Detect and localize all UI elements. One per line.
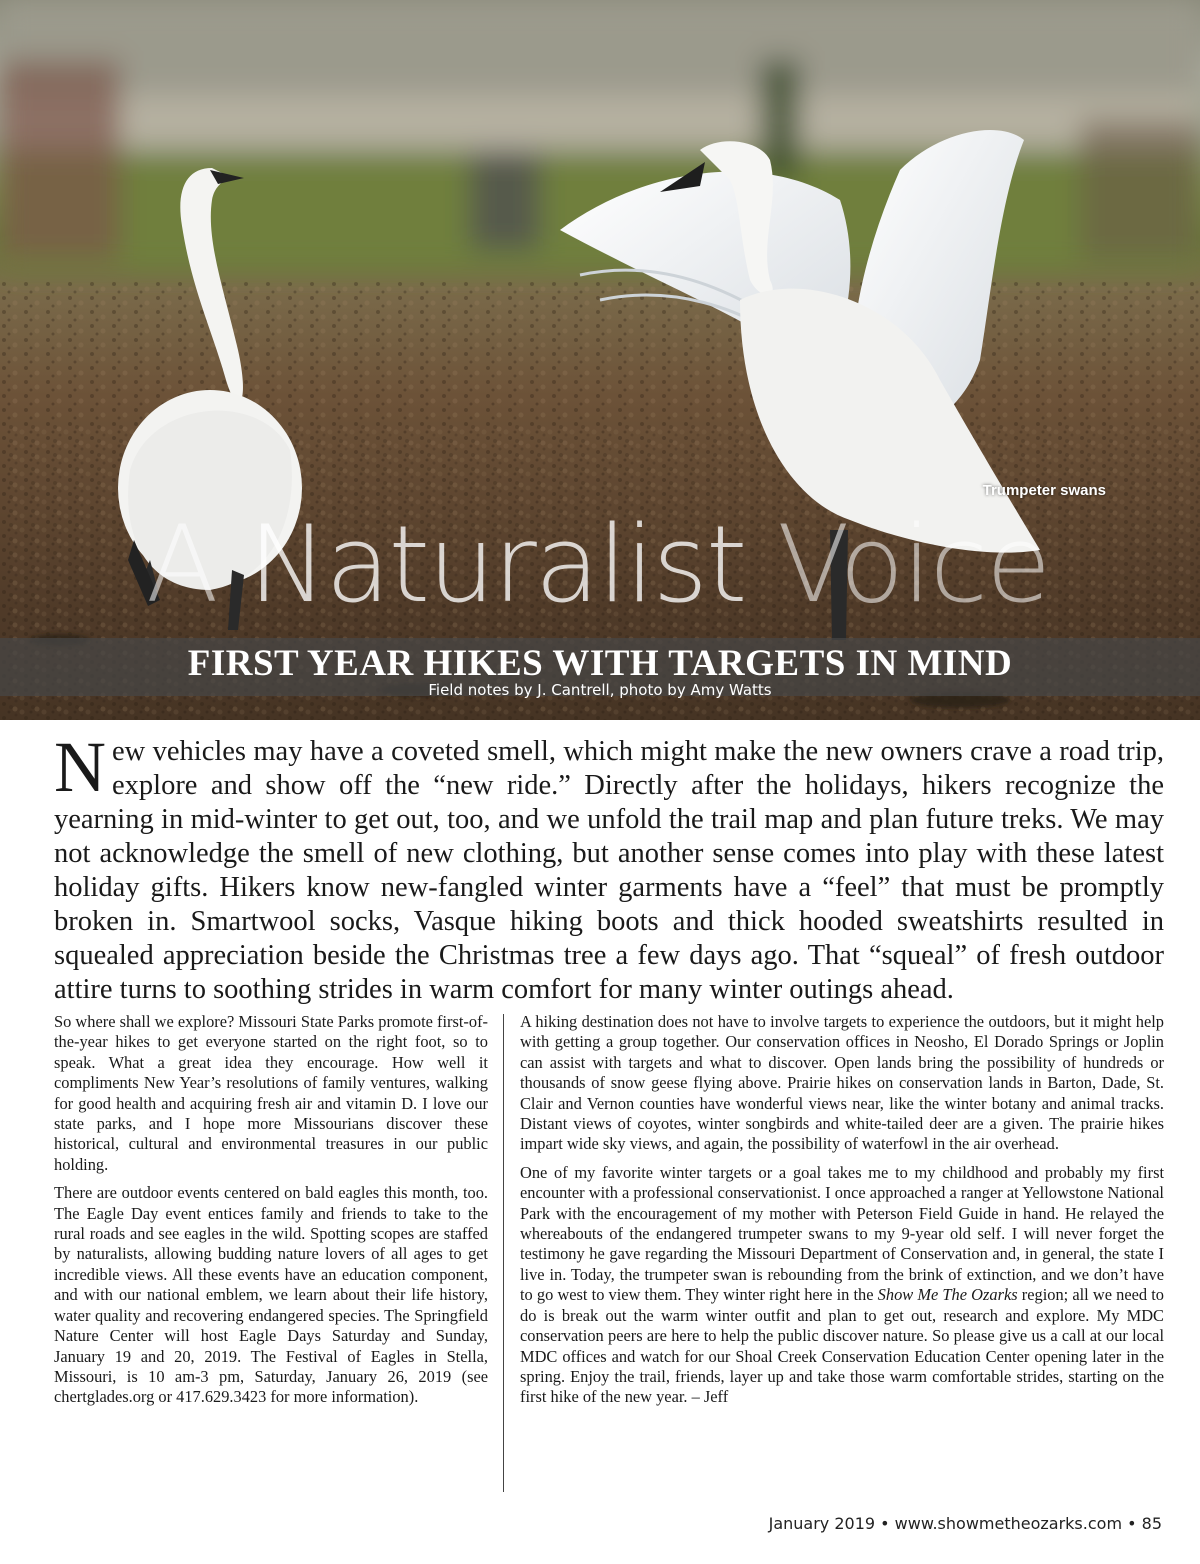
- column-divider: [503, 1014, 504, 1492]
- photo-caption: Trumpeter swans: [982, 482, 1106, 499]
- left-paragraph-2: There are outdoor events centered on bald eagles this month, too. The Eagle Day event entices family and friends to take to the rural roads and see eagles in the wild. Spotting scopes are staffed by naturalists, allowing budding nature lovers of all ages to get incredible views. All these events have an education component, and with our national emblem, we learn about their life history, water quality and recovering endangered species. The Springfield Nature Center will host Eagle Days Saturday and Sunday, January 19 and 20, 2019. The Festival of Eagles in Stella, Missouri, is 10 am-3 pm, Saturday, January 26, 2019 (see chertglades.org or 417.629.3423 for more information).: [54, 1183, 488, 1407]
- article-headline: FIRST YEAR HIKES WITH TARGETS IN MIND: [187, 643, 1013, 684]
- drop-cap: N: [54, 727, 106, 807]
- series-title-voice: Voice: [745, 503, 1050, 626]
- lead-text: ew vehicles may have a coveted smell, which might make the new owners crave a road trip, explore and show off the “new ride.” Directly after the holidays, hikers recognize the yearning in mid-winter to get out, too, and we unfold the trail map and plan future treks. We may not acknowledge the smell of new clothing, but another sense comes into play with these latest holiday gifts. Hikers know new-fangled winter garments have a “feel” that must be promptly broken in. Smartwool socks, Vasque hiking boots and thick hooded sweatshirts resulted in squealed appreciation beside the Christmas tree a few days ago. That “squeal” of fresh outdoor attire turns to soothing strides in warm comfort for many winter outings ahead.: [54, 736, 1164, 1005]
- left-paragraph-1: So where shall we explore? Missouri State Parks promote first-of-the-year hikes to get everyone started on the right foot, so to speak. What a great idea they encourage. How well it compliments New Year’s resolutions of family ventures, walking for good health and acquiring fresh air and vitamin D. I love our state parks, and I hope more Missourians discover these historical, cultural and environmental treasures in our public holding.: [54, 1012, 488, 1174]
- article-byline: Field notes by J. Cantrell, photo by Amy Watts: [428, 681, 772, 699]
- right-paragraph-2-end: region; all we need to do is break out the warm winter outfit and plan to get out, research and explore. My MDC conservation peers are here to help the public discover nature. So please give us a call at our local MDC offices and watch for our Shoal Creek Conservation Education Center opening later in the spring. Enjoy the trail, friends, layer up and take those warm comfortable strides, starting on the first hike of the new year. – Jeff: [520, 1285, 1164, 1407]
- lead-paragraph: [54, 727, 1164, 1007]
- magazine-name-italic: Show Me The Ozarks: [877, 1285, 1018, 1305]
- right-column: [520, 1012, 1164, 1416]
- series-title-a: A: [146, 503, 249, 626]
- page-footer-folio: January 2019 • www.showmetheozarks.com • 85: [768, 1514, 1162, 1533]
- hero-photo: [0, 0, 1200, 720]
- right-paragraph-1: A hiking destination does not have to involve targets to experience the outdoors, but it might help with getting a group together. Our conservation offices in Neosho, El Dorado Springs or Joplin can assist with targets and what to discover. Open lands bring the possibility of hundreds or thousands of snow geese flying above. Prairie hikes on conservation lands in Barton, Dade, St. Clair and Vernon counties have wonderful views near, like the winter botany and animal tracks. Distant views of coyotes, winter songbirds and white-tailed deer are a given. The prairie hikes impart wide sky views, and again, the possibility of waterfowl in the air overhead.: [520, 1012, 1164, 1154]
- left-column: [54, 1012, 488, 1416]
- right-paragraph-2-start: One of my favorite winter targets or a goal takes me to my childhood and probably my first encounter with a professional conservationist. I once approached a ranger at Yellowstone National Park with the encouragement of my mother with Peterson Field Guide in hand. He relayed the whereabouts of the endangered trumpeter swans to my 9-year old self. I will never forget the testimony he gave regarding the Missouri Department of Conservation and, in general, the state I live in. Today, the trumpeter swan is rebounding from the brink of extinction, and we don’t have to go west to view them. They winter right here in the: [520, 1162, 1164, 1305]
- series-title-naturalist: Naturalist: [248, 503, 746, 626]
- right-paragraph-2: [520, 1163, 1164, 1408]
- series-title: [146, 503, 1050, 626]
